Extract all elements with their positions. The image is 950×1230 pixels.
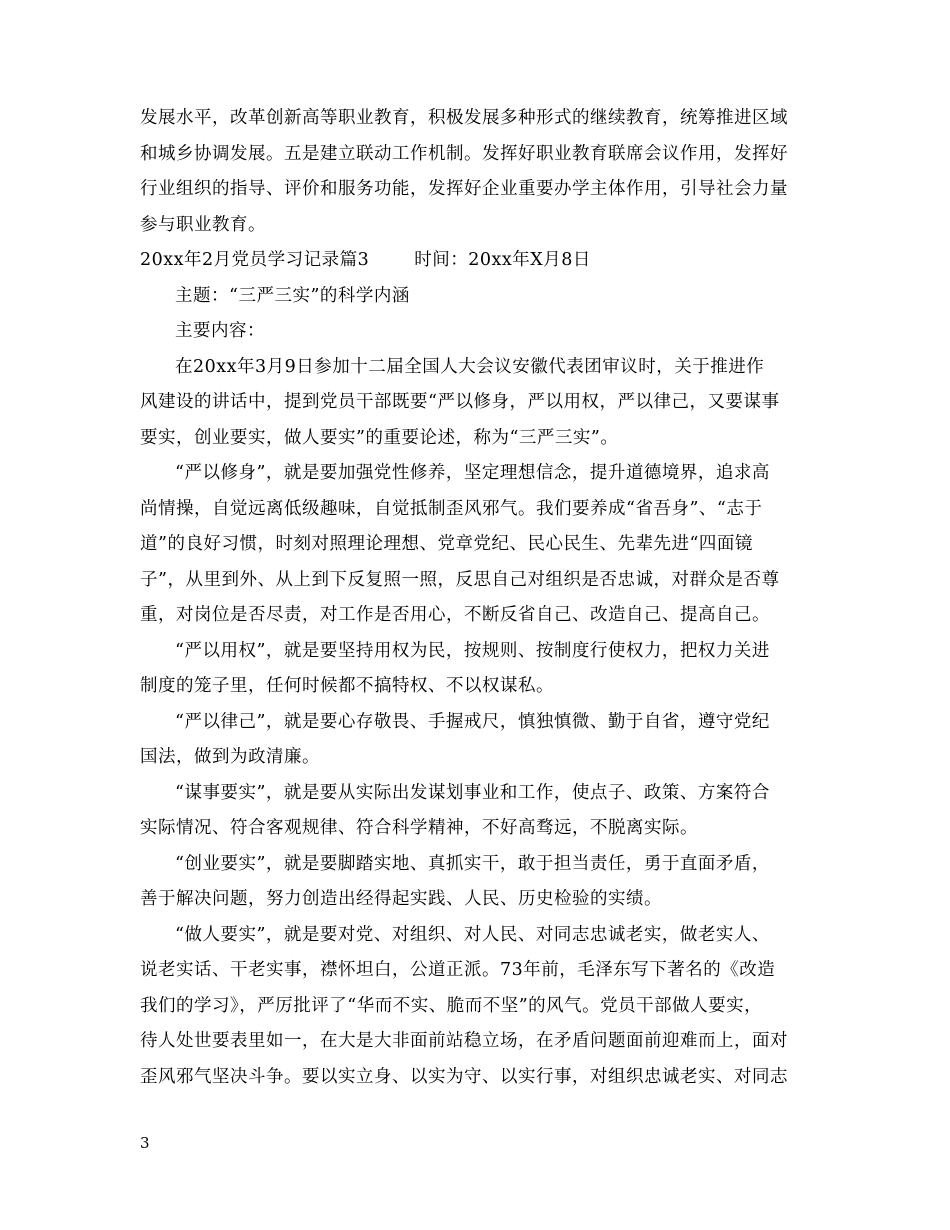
document-body <box>140 101 812 1095</box>
text-line: “谋事要实”，就是要从实际出发谋划事业和工作，使点子、政策、方案符合 <box>175 782 770 803</box>
text-line: “做人要实”，就是要对党、对组织、对人民、对同志忠诚老实，做老实人、 <box>175 924 770 945</box>
record-time: 时间：20xx年X月8日 <box>414 250 591 270</box>
text-line: 和城乡协调发展。五是建立联动工作机制。发挥好职业教育联席会议作用，发挥好 <box>140 143 788 164</box>
text-line: 制度的笼子里，任何时候都不搞特权、不以权谋私。 <box>140 676 554 696</box>
text-line: 子”，从里到外、从上到下反复照一照，反思自己对组织是否忠诚，对群众是否尊 <box>140 569 780 590</box>
text-line: 说老实话、干老实事，襟怀坦白，公道正派。73年前，毛泽东写下著名的《改造 <box>140 960 776 980</box>
text-line: 重，对岗位是否尽责，对工作是否用心，不断反省自己、改造自己、提高自己。 <box>140 605 770 625</box>
text-line: “严以律己”，就是要心存敬畏、手握戒尺，慎独慎微、勤于自省，遵守党纪 <box>175 711 770 732</box>
text-line: 歪风邪气坚决斗争。要以实立身、以实为守、以实行事，对组织忠诚老实、对同志 <box>140 1066 788 1087</box>
text-line: “严以用权”，就是要坚持用权为民，按规则、按制度行使权力，把权力关进 <box>175 640 770 661</box>
text-line: 国法，做到为政清廉。 <box>140 747 320 767</box>
text-line: 善于解决问题，努力创造出经得起实践、人民、历史检验的实绩。 <box>140 889 662 909</box>
record-title: 20xx年2月党员学习记录篇3 <box>140 250 370 270</box>
text-line: 在20xx年3月9日参加十二届全国人大会议安徽代表团审议时，关于推进作 <box>175 356 765 377</box>
text-line: 待人处世要表里如一，在大是大非面前站稳立场，在矛盾问题面前迎难而上，面对 <box>140 1031 788 1051</box>
text-line: “严以修身”，就是要加强党性修养，坚定理想信念，提升道德境界，追求高 <box>175 463 770 483</box>
text-line: 我们的学习》，严厉批评了“华而不实、脆而不坚”的风气。党员干部做人要实， <box>140 995 763 1016</box>
main-content-label: 主要内容： <box>175 321 265 341</box>
page-number: 3 <box>140 1134 150 1152</box>
text-line: 风建设的讲话中，提到党员干部既要“严以修身，严以用权，严以律己，又要谋事 <box>140 392 780 412</box>
text-line: 实际情况、符合客观规律、符合科学精神，不好高骛远，不脱离实际。 <box>140 818 698 838</box>
text-line: 参与职业教育。 <box>140 214 266 235</box>
text-line: 发展水平，改革创新高等职业教育，积极发展多种形式的继续教育，统筹推进区域 <box>140 108 788 128</box>
text-line: 要实，创业要实，做人要实”的重要论述，称为“三严三实”。 <box>140 427 619 448</box>
text-line: “创业要实”，就是要脚踏实地、真抓实干，敢于担当责任，勇于直面矛盾， <box>175 853 770 874</box>
topic-line: 主题：“三严三实”的科学内涵 <box>175 285 410 306</box>
text-line: 道”的良好习惯，时刻对照理论理想、党章党纪、民心民生、先辈先进“四面镜 <box>140 534 753 554</box>
text-line: 尚情操，自觉远离低级趣味，自觉抵制歪风邪气。我们要养成“省吾身”、“志于 <box>140 498 763 519</box>
text-line: 行业组织的指导、评价和服务功能，发挥好企业重要办学主体作用，引导社会力量 <box>140 179 788 199</box>
record-heading <box>140 243 812 279</box>
